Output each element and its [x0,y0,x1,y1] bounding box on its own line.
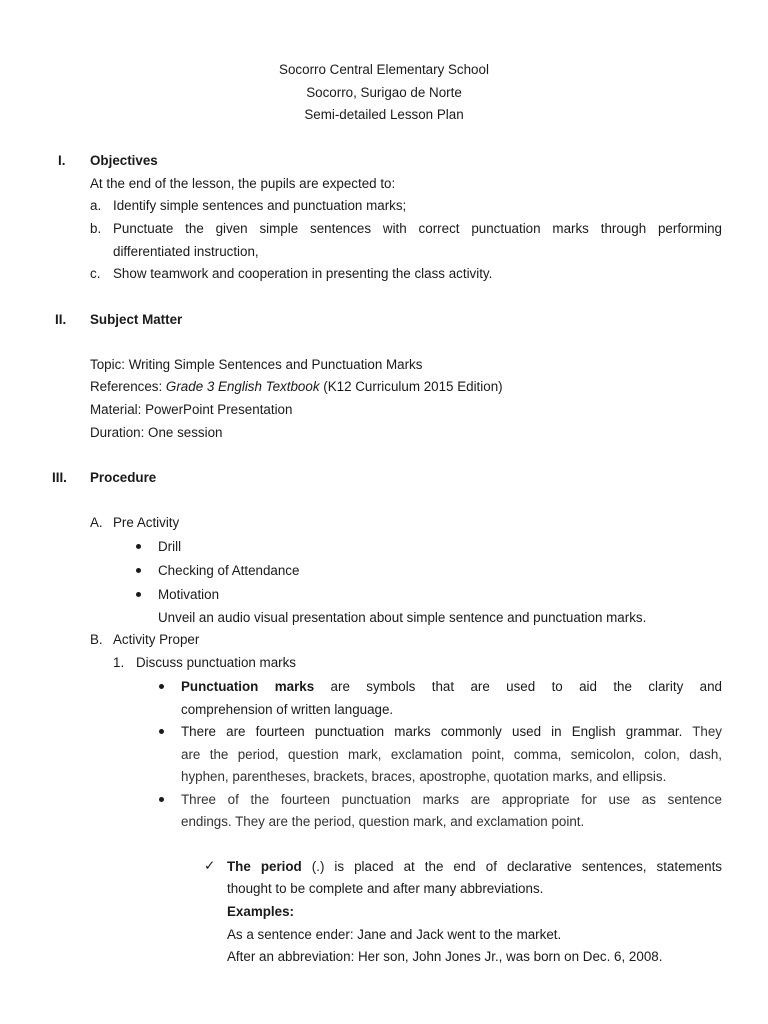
step-title: Discuss punctuation marks [136,655,297,670]
punctuation-definition-line2: comprehension of written language. [181,702,394,717]
step-number: 1. [113,655,125,670]
punctuation-marks-term: Punctuation marks [181,679,315,694]
period-rule-line1 [227,858,722,875]
objective-b-text-line2: differentiated instruction, [113,244,259,259]
sentence-endings-line2: endings. They are the period, question mark, and exclamation point. [181,814,585,829]
bullet-icon [159,684,164,689]
subject-matter-heading: Subject Matter [90,312,183,327]
fourteen-marks-line2: are the period, question mark, exclamation point, comma, semicolon, colon, dash, [181,747,722,762]
subject-references [90,378,503,395]
school-location: Socorro, Surigao de Norte [306,85,462,100]
objective-a-text: Identify simple sentences and punctuation marks; [113,198,407,213]
punctuation-definition-rest: are symbols that are used to aid the clarity and [314,679,722,694]
period-rule-rest: (.) is placed at the end of declarative sentences, statements [301,859,722,874]
objective-b-text-line1: Punctuate the given simple sentences with correct punctuation marks through performing [113,221,722,236]
subject-topic: Topic: Writing Simple Sentences and Punctuation Marks [90,357,423,372]
checkmark-icon: ✓ [204,858,216,873]
motivation-item: Motivation [158,587,220,602]
objectives-intro: At the end of the lesson, the pupils are expected to: [90,176,396,191]
references-suffix: (K12 Curriculum 2015 Edition) [319,379,503,394]
school-name: Socorro Central Elementary School [279,62,489,77]
subject-duration: Duration: One session [90,425,223,440]
punctuation-definition-line1 [181,678,722,695]
example-sentence-ender: As a sentence ender: Jane and Jack went to the market. [227,927,562,942]
lesson-plan-type: Semi-detailed Lesson Plan [304,107,464,122]
subject-matter-numeral: II. [55,312,67,327]
motivation-description: Unveil an audio visual presentation about simple sentence and punctuation marks. [158,610,647,625]
fourteen-marks-line1 [181,723,722,740]
pre-activity-title: Pre Activity [113,515,180,530]
pre-activity-letter: A. [90,515,103,530]
references-textbook: Grade 3 English Textbook [165,379,320,394]
fourteen-marks-line3: hyphen, parentheses, brackets, braces, apostrophe, quotation marks, and ellipsis. [181,769,667,784]
fourteen-marks-sentence: There are fourteen punctuation marks commonly used in English grammar. [181,724,683,739]
drill-item: Drill [158,539,182,554]
bullet-icon [159,797,164,802]
objective-a-letter: a. [90,198,102,213]
objective-c-text: Show teamwork and cooperation in presenting the class activity. [113,266,493,281]
bullet-icon [136,592,141,597]
attendance-item: Checking of Attendance [158,563,300,578]
objective-b-letter: b. [90,221,102,236]
fourteen-marks-they: They [682,724,723,739]
subject-material: Material: PowerPoint Presentation [90,402,293,417]
period-term: The period [227,859,302,874]
activity-proper-title: Activity Proper [113,632,200,647]
references-prefix: References: [90,379,166,394]
objectives-numeral: I. [58,153,66,168]
procedure-numeral: III. [52,470,67,485]
bullet-icon [136,568,141,573]
procedure-heading: Procedure [90,470,157,485]
bullet-icon [136,544,141,549]
activity-proper-letter: B. [90,632,103,647]
sentence-endings-line1: Three of the fourteen punctuation marks are appropriate for use as sentence [181,792,722,807]
examples-label: Examples: [227,904,294,919]
example-abbreviation: After an abbreviation: Her son, John Jones Jr., was born on Dec. 6, 2008. [227,949,663,964]
period-rule-line2: thought to be complete and after many abbreviations. [227,881,544,896]
objectives-heading: Objectives [90,153,158,168]
bullet-icon [159,729,164,734]
objective-c-letter: c. [90,266,101,281]
